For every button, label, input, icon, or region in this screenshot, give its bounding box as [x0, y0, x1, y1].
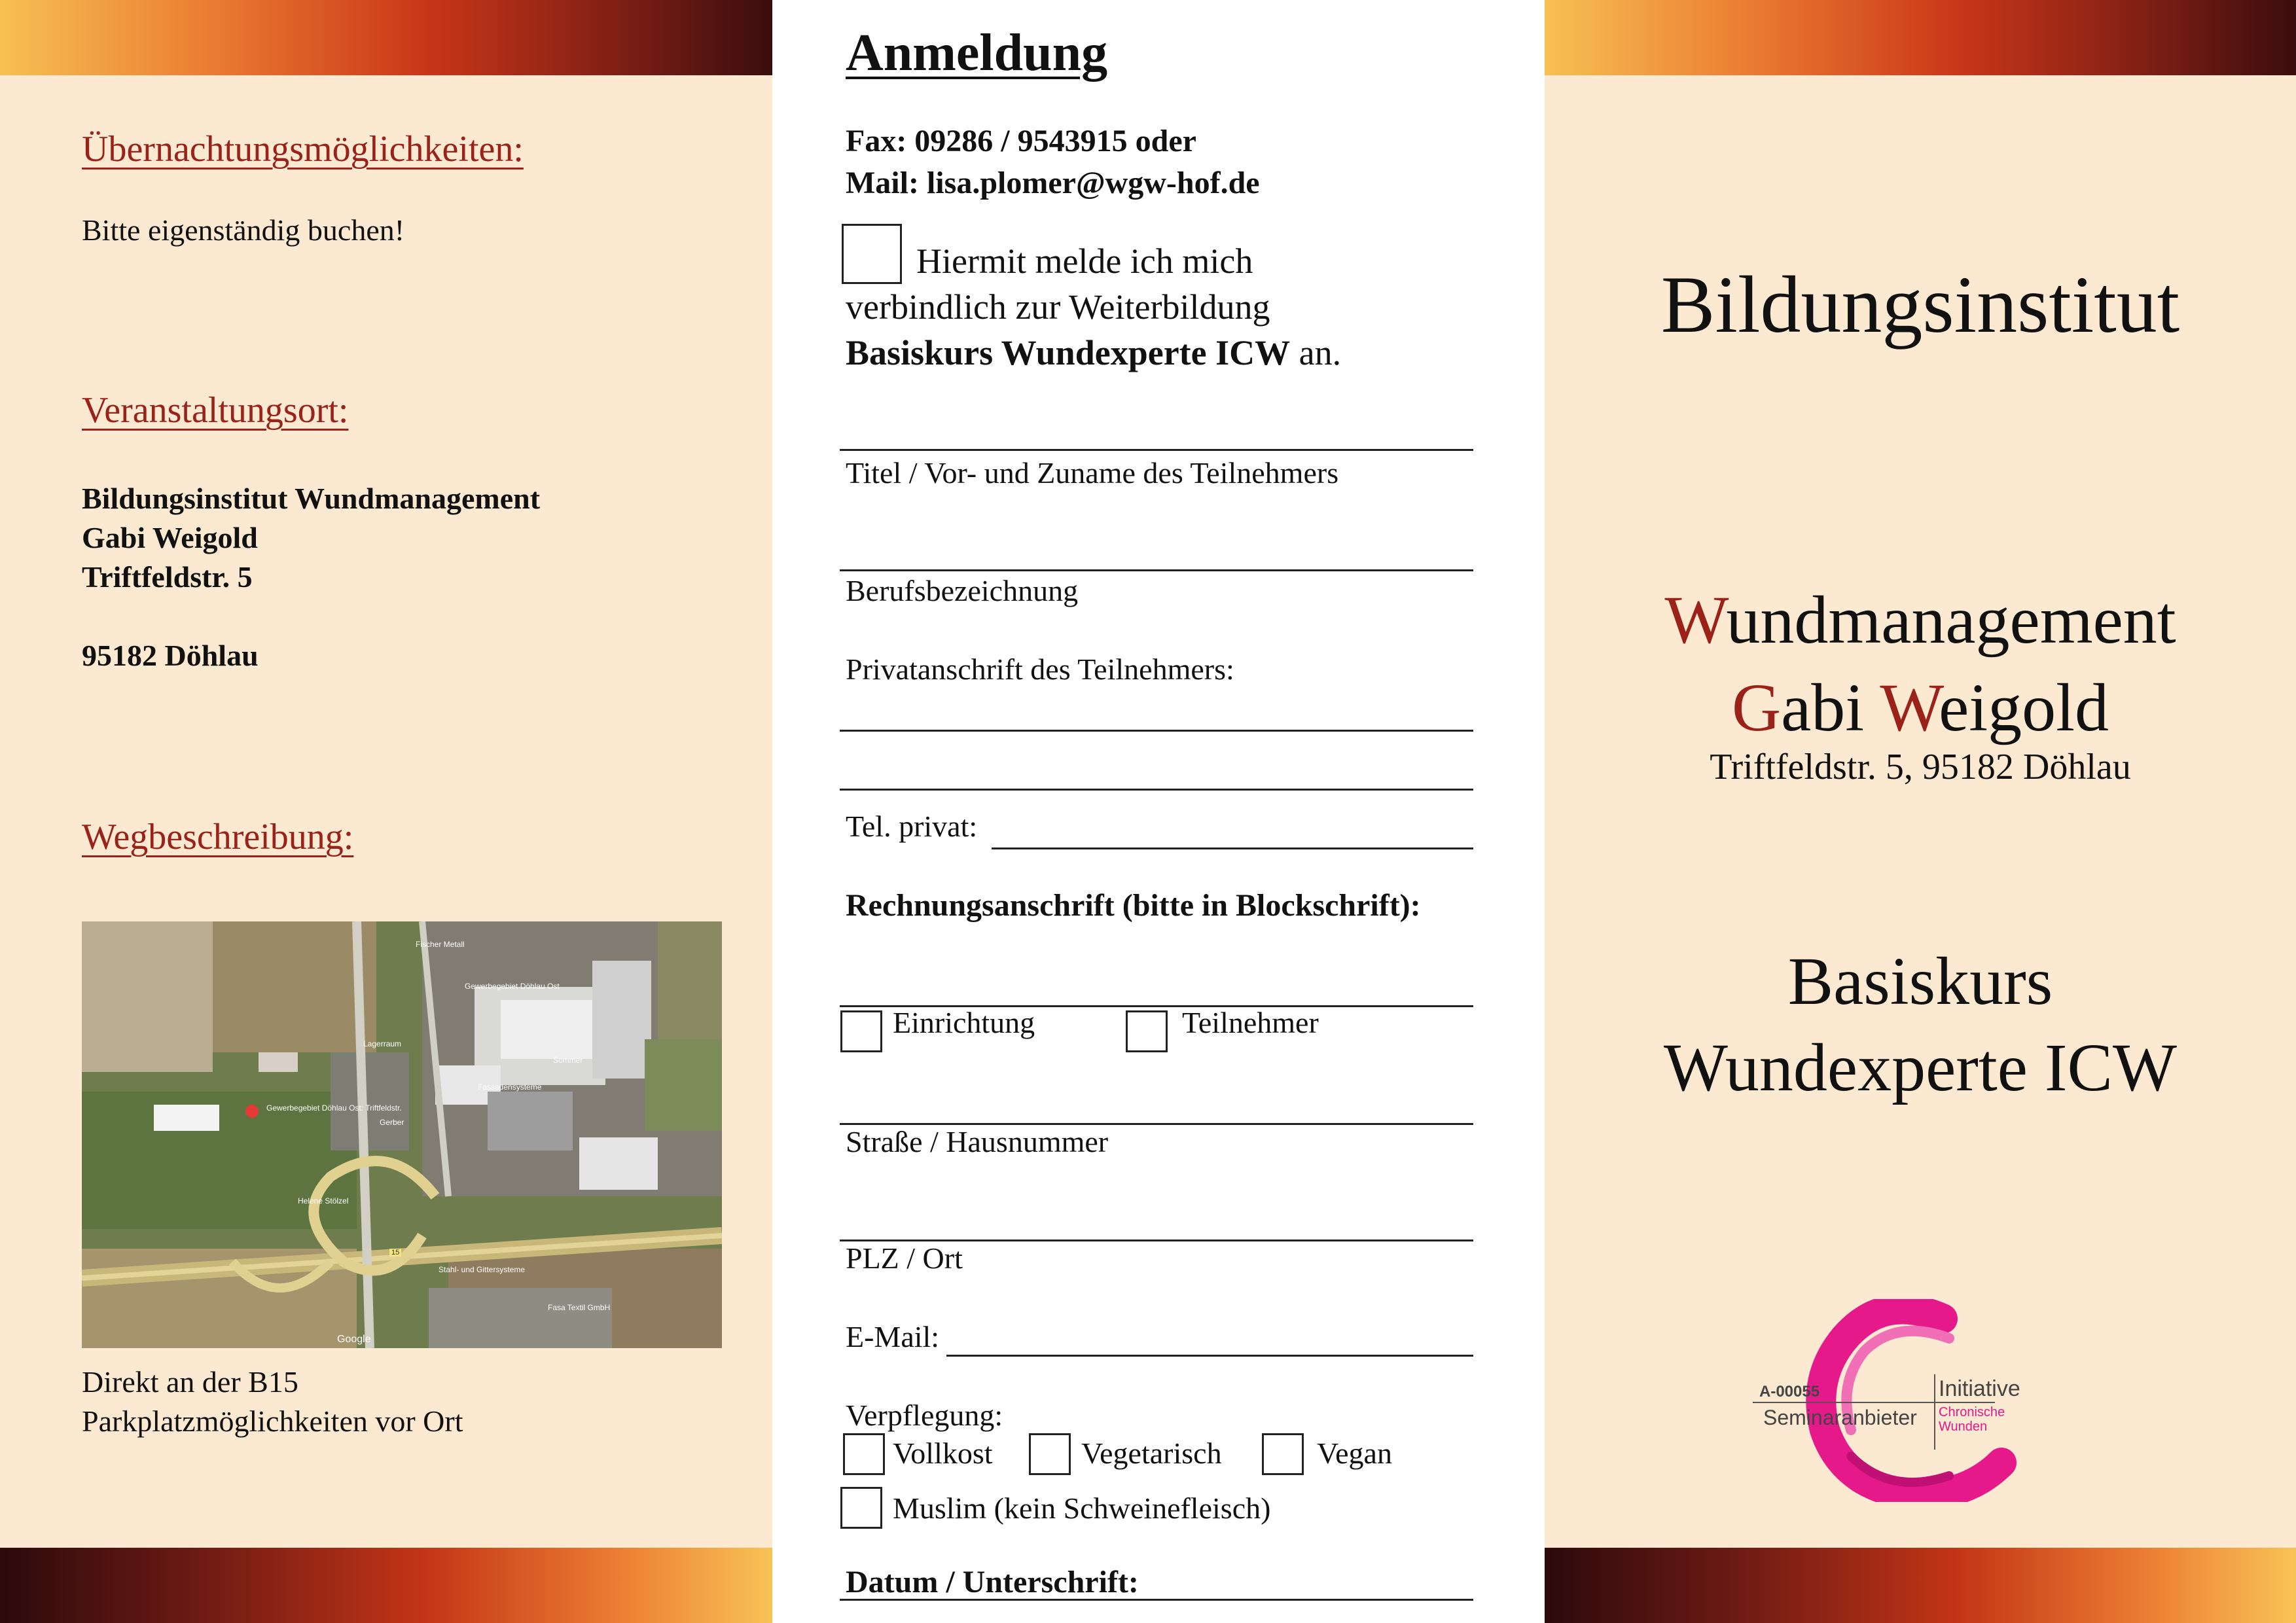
owner-first-rest: abi: [1781, 670, 1880, 745]
logo-wunden: Wunden: [1939, 1419, 1988, 1434]
billing-option-label: Teilnehmer: [1182, 1006, 1319, 1039]
consent-line-2: verbindlich zur Weiterbildung: [846, 287, 1270, 327]
map-road-label: 15: [389, 1249, 401, 1257]
catering-vollkost-checkbox[interactable]: [843, 1433, 885, 1475]
company-name-line-2: [1545, 669, 2296, 747]
catering-option-label: Vegan: [1317, 1436, 1392, 1470]
private-address-label: Privatanschrift des Teilnehmers:: [846, 652, 1234, 686]
owner-last-initial: W: [1880, 670, 1939, 745]
company-name-line-1: [1545, 581, 2296, 659]
overnight-heading: Übernachtungsmöglichkeiten:: [82, 129, 524, 169]
venue-line: Bildungsinstitut Wundmanagement: [82, 482, 541, 515]
map-label: Lagerraum: [363, 1039, 402, 1048]
left-bottom-gradient-band: [0, 1548, 772, 1623]
map-google-label: Google: [337, 1334, 371, 1345]
direction-line: Parkplatzmöglichkeiten vor Ort: [82, 1404, 463, 1438]
company-initial: W: [1664, 582, 1727, 658]
consent-line-3: [846, 332, 1341, 373]
name-input-line[interactable]: [840, 449, 1473, 451]
mail-line[interactable]: Mail: lisa.plomer@wgw-hof.de: [846, 166, 1260, 200]
venue-line: 95182 Döhlau: [82, 639, 259, 672]
fax-line: Fax: 09286 / 9543915 oder: [846, 124, 1196, 158]
map-label: Fasa Textil GmbH: [548, 1303, 611, 1312]
catering-option-label: Muslim (kein Schweinefleisch): [893, 1491, 1271, 1525]
overnight-text: Bitte eigenständig buchen!: [82, 213, 405, 247]
map-label: Gewerbegebiet Döhlau Ost: [465, 982, 560, 991]
billing-participant-checkbox[interactable]: [1126, 1010, 1168, 1052]
map-label: Stahl- und Gittersysteme: [439, 1265, 526, 1274]
billing-option-label: Einrichtung: [893, 1006, 1035, 1039]
venue-line: Gabi Weigold: [82, 521, 258, 554]
right-top-gradient-band: [1545, 0, 2296, 75]
street-label: Straße / Hausnummer: [846, 1125, 1109, 1158]
directions-heading: Wegbeschreibung:: [82, 817, 354, 857]
course-title-line-2: Wundexperte ICW: [1663, 1030, 2178, 1105]
catering-option-label: Vollkost: [893, 1436, 993, 1470]
left-top-gradient-band: [0, 0, 772, 75]
icw-logo: [1753, 1299, 2034, 1502]
billing-institution-checkbox[interactable]: [840, 1010, 882, 1052]
catering-option-label: Vegetarisch: [1081, 1436, 1222, 1470]
signature-label: Datum / Unterschrift:: [846, 1565, 1139, 1599]
phone-input-line[interactable]: [992, 847, 1473, 849]
consent-checkbox[interactable]: [842, 224, 902, 284]
map-label: Gewerbegebiet Döhlau Ost: Triftfeldstr.: [266, 1103, 402, 1113]
catering-label: Verpflegung:: [846, 1399, 1003, 1432]
catering-vegetarian-checkbox[interactable]: [1029, 1433, 1071, 1475]
company-name-rest: undmanagement: [1726, 582, 2176, 658]
company-address: Triftfeldstr. 5, 95182 Döhlau: [1710, 747, 2131, 787]
private-address-line-2[interactable]: [840, 789, 1473, 791]
name-field-label: Titel / Vor- und Zuname des Teilnehmers: [846, 456, 1339, 490]
map-label: Sommer: [553, 1056, 583, 1065]
registration-title: Anmeldung: [846, 24, 1108, 82]
catering-muslim-checkbox[interactable]: [840, 1487, 882, 1529]
satellite-map[interactable]: [82, 921, 722, 1348]
logo-chronische: Chronische: [1939, 1405, 2005, 1419]
billing-label: Rechnungsanschrift (bitte in Blockschrift):: [846, 888, 1421, 923]
venue-line: Triftfeldstr. 5: [82, 560, 253, 594]
catering-vegan-checkbox[interactable]: [1262, 1433, 1304, 1475]
map-label: Fischer Metall: [416, 940, 465, 949]
logo-provider: Seminaranbieter: [1763, 1406, 1917, 1429]
consent-suffix: an.: [1290, 333, 1342, 372]
direction-line: Direkt an der B15: [82, 1365, 298, 1399]
venue-heading: Veranstaltungsort:: [82, 390, 349, 431]
map-label: Helene Stölzel: [298, 1196, 349, 1205]
consent-line-1: Hiermit melde ich mich: [916, 241, 1253, 281]
map-graphic: [82, 921, 722, 1348]
owner-first-initial: G: [1731, 670, 1782, 745]
map-label: Gerber: [380, 1118, 404, 1127]
owner-last-rest: eigold: [1939, 670, 2109, 745]
email-input-line[interactable]: [946, 1355, 1473, 1357]
phone-label: Tel. privat:: [846, 810, 978, 843]
signature-input-line[interactable]: [840, 1599, 1473, 1601]
job-field-label: Berufsbezeichnung: [846, 574, 1079, 607]
logo-code: A-00055: [1759, 1383, 1820, 1400]
job-input-line[interactable]: [840, 569, 1473, 571]
email-label: E-Mail:: [846, 1320, 940, 1353]
right-bottom-gradient-band: [1545, 1548, 2296, 1623]
course-title-line-1: Basiskurs: [1787, 944, 2053, 1019]
private-address-line-1[interactable]: [840, 730, 1473, 732]
consent-course: Basiskurs Wundexperte ICW: [846, 333, 1291, 372]
institute-title: Bildungsinstitut: [1660, 260, 2180, 349]
logo-initiative: Initiative: [1939, 1376, 2020, 1401]
map-label: Fassadensysteme: [478, 1082, 542, 1092]
city-label: PLZ / Ort: [846, 1241, 963, 1275]
